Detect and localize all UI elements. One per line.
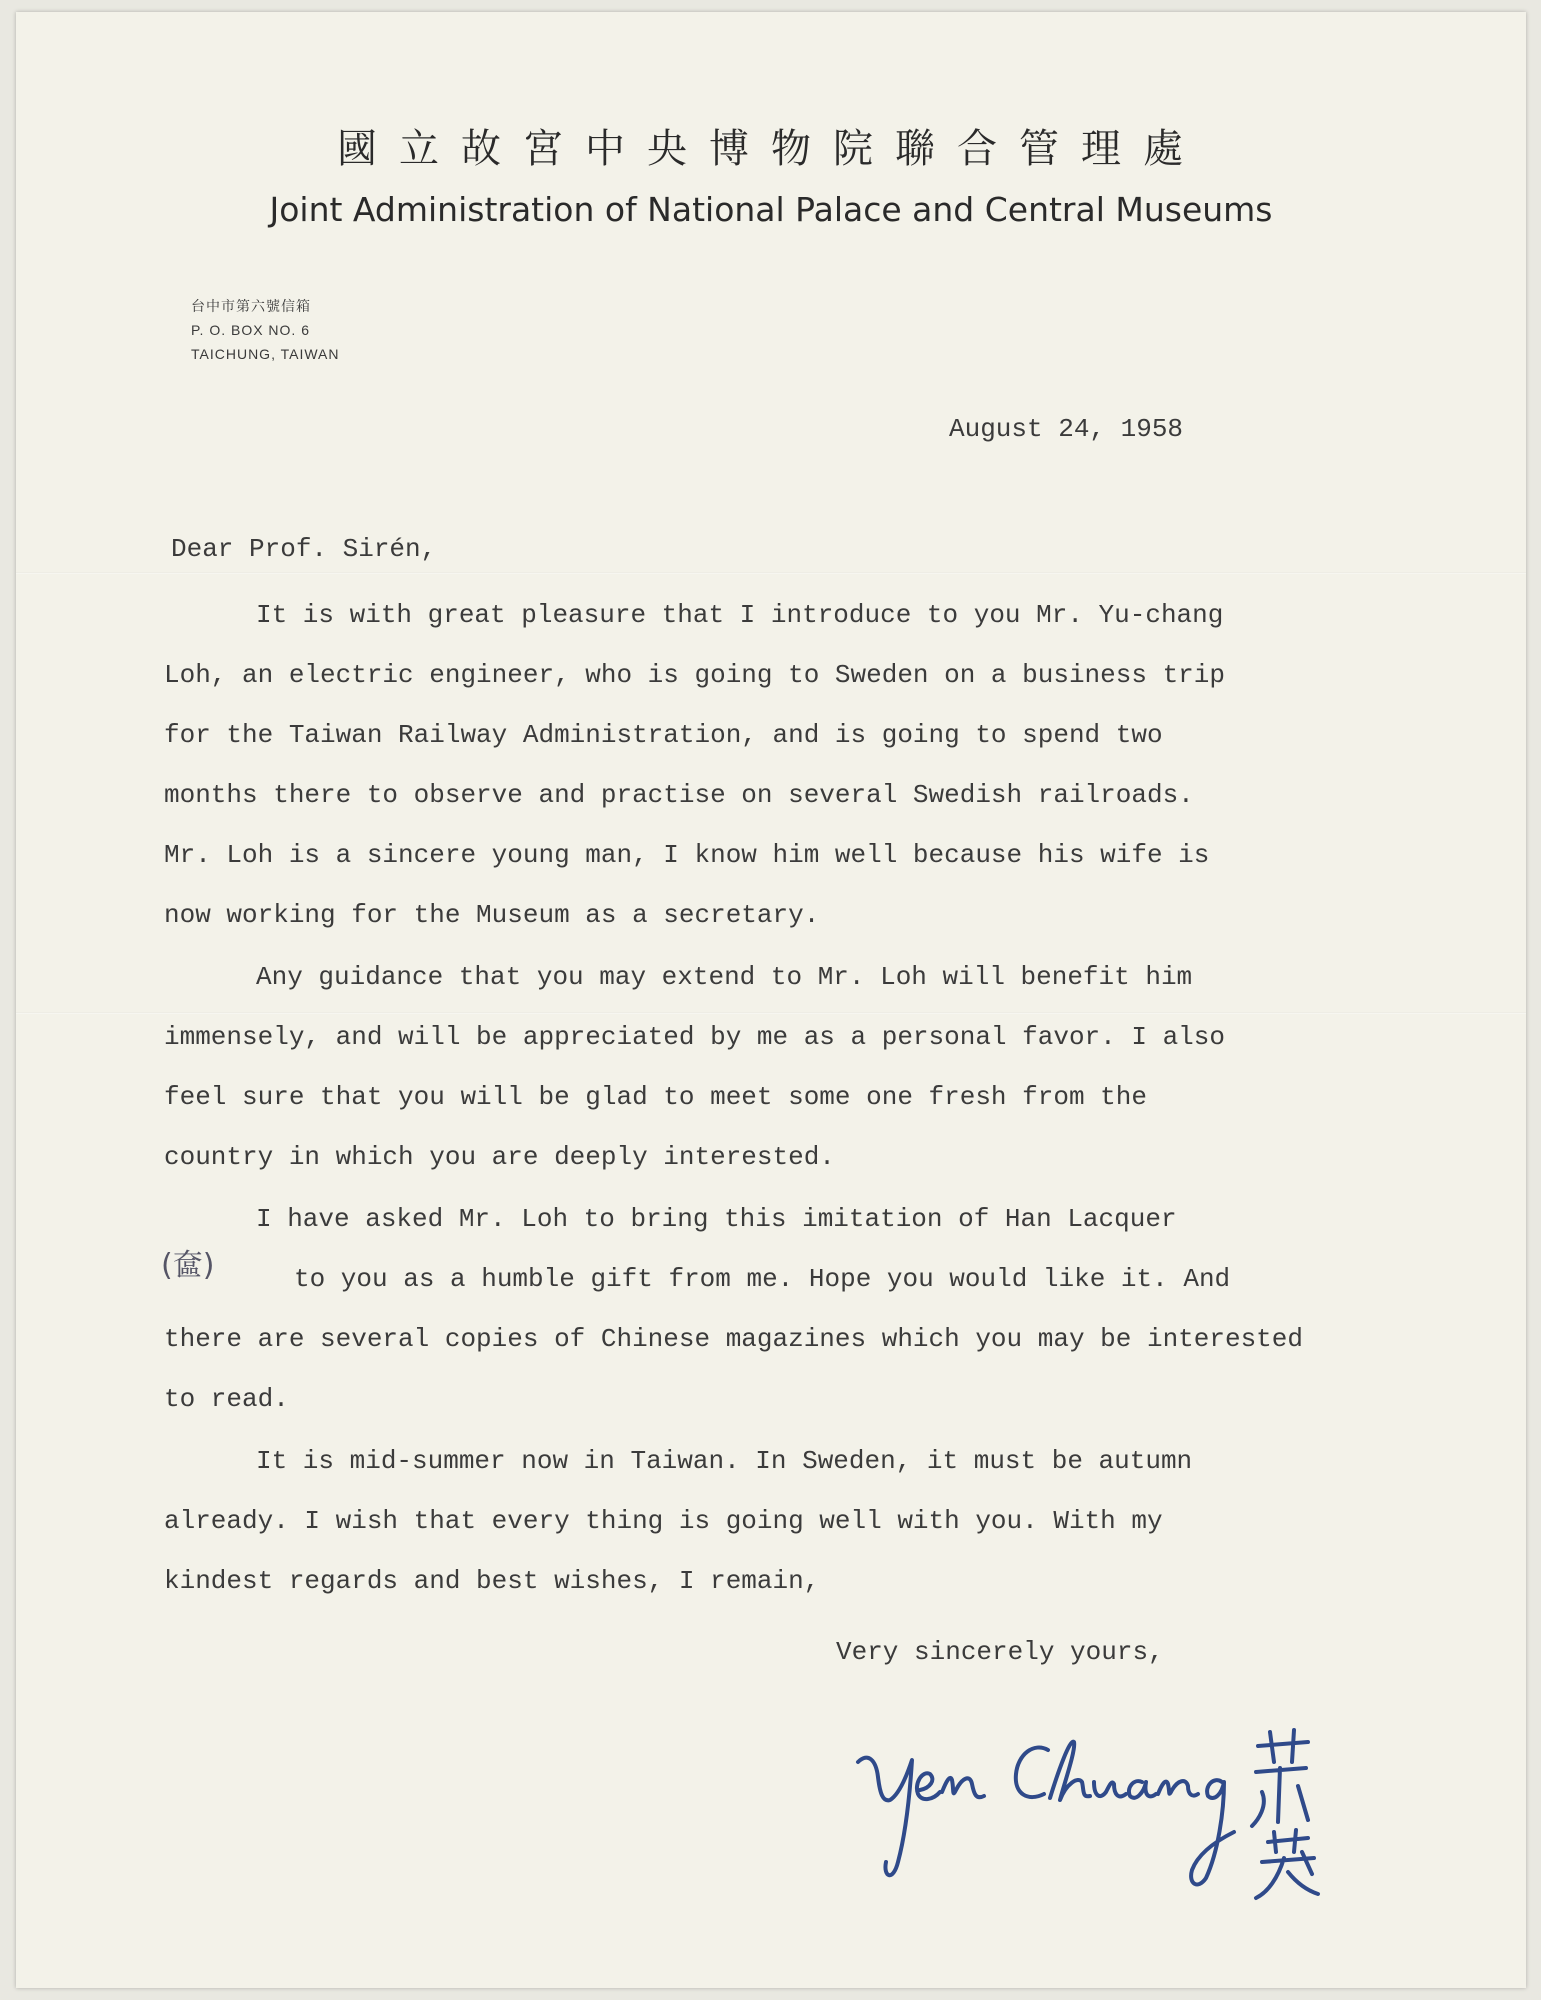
paragraph3-line: to read. xyxy=(164,1384,289,1414)
paragraph1-line: now working for the Museum as a secretary. xyxy=(164,900,820,930)
letter-page xyxy=(16,12,1526,1988)
inline-chinese-character: (奩) xyxy=(161,1248,215,1283)
paragraph2-line: feel sure that you will be glad to meet some one fresh from the xyxy=(164,1082,1147,1112)
address-chinese: 台中市第六號信箱 xyxy=(191,298,311,314)
paragraph1-line: Mr. Loh is a sincere young man, I know him well because his wife is xyxy=(164,840,1210,870)
address-box: P. O. BOX NO. 6 xyxy=(191,322,311,338)
paragraph3-line: I have asked Mr. Loh to bring this imitation of Han Lacquer xyxy=(256,1204,1177,1234)
paragraph1-line: It is with great pleasure that I introduce to you Mr. Yu-chang xyxy=(256,600,1224,630)
signature-image xyxy=(838,1702,1438,1902)
letterhead-address xyxy=(191,294,339,366)
paragraph2-line: Any guidance that you may extend to Mr. Loh will benefit him xyxy=(256,962,1193,992)
address-city: TAICHUNG, TAIWAN xyxy=(191,346,340,362)
paragraph4-line: already. I wish that every thing is going well with you. With my xyxy=(164,1506,1163,1536)
paragraph2-line: immensely, and will be appreciated by me as a personal favor. I also xyxy=(164,1022,1225,1052)
paragraph4-line: kindest regards and best wishes, I remain, xyxy=(164,1566,820,1596)
paragraph3-line: to you as a humble gift from me. Hope you would like it. And xyxy=(294,1264,1231,1294)
paragraph1-line: for the Taiwan Railway Administration, and is going to spend two xyxy=(164,720,1163,750)
letterhead-english-name: Joint Administration of National Palace and Central Museums xyxy=(269,190,1273,229)
paper-fold xyxy=(16,572,1526,574)
paragraph2-line: country in which you are deeply interested. xyxy=(164,1142,835,1172)
closing: Very sincerely yours, xyxy=(836,1637,1164,1667)
paragraph3-line: there are several copies of Chinese magazines which you may be interested xyxy=(164,1324,1303,1354)
paper-fold xyxy=(16,1012,1526,1014)
letter-date: August 24, 1958 xyxy=(949,414,1184,444)
letterhead-chinese-name: 國立故宮中央博物院聯合管理處 xyxy=(337,126,1205,172)
salutation: Dear Prof. Sirén, xyxy=(171,534,437,564)
paragraph4-line: It is mid-summer now in Taiwan. In Sweden, it must be autumn xyxy=(256,1446,1193,1476)
paragraph1-line: Loh, an electric engineer, who is going to Sweden on a business trip xyxy=(164,660,1225,690)
paragraph1-line: months there to observe and practise on several Swedish railroads. xyxy=(164,780,1194,810)
